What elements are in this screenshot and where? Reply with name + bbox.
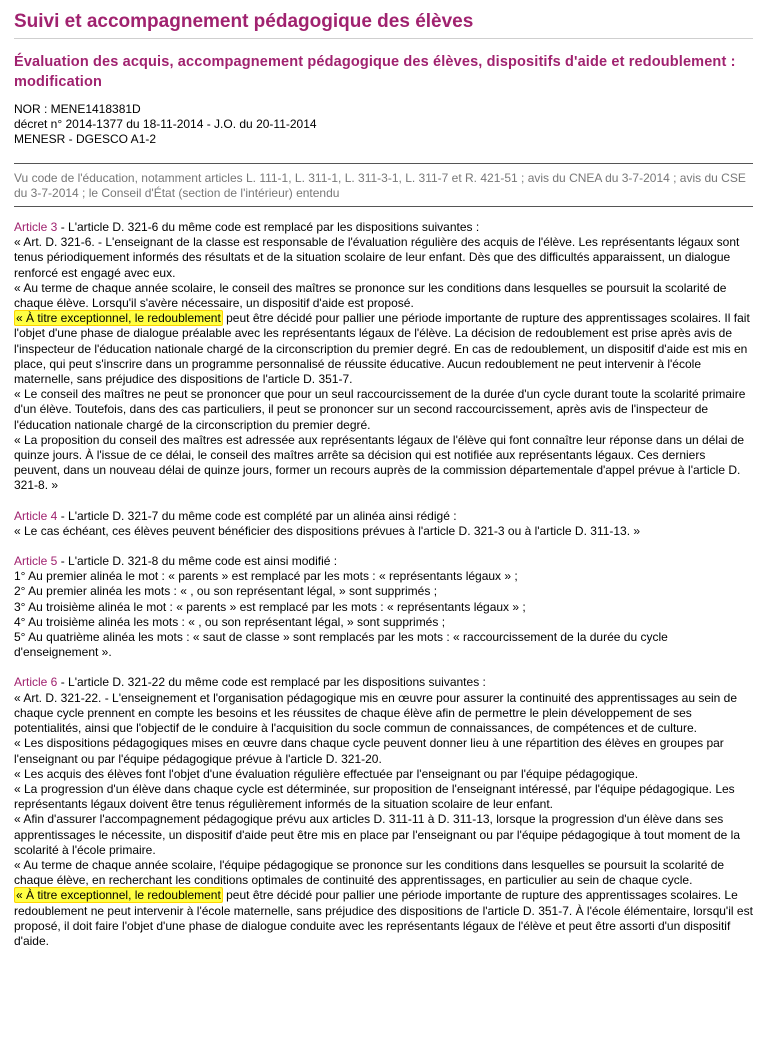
- nor-reference: NOR : MENE1418381D: [14, 102, 141, 116]
- paragraph: « La proposition du conseil des maîtres est adressée aux représentants légaux de l'élève qui font connaître leur réponse dans un délai de quinze jours. À l'issue de ce délai, le conseil des maîtres arrête sa décision qui est notifiée aux représentants légaux. Ces derniers peuvent, dans un nouveau délai de quinze jours, former un recours auprès de la commission départementale d'appel prévue à l'article D. 321-8. »: [14, 432, 745, 493]
- paragraph: « Les dispositions pédagogiques mises en œuvre dans chaque cycle peuvent donner lieu à une répartition des élèves en groupes par l'enseignant ou par l'équipe pédagogique prévue à l'article D. 321-20.: [14, 736, 724, 766]
- article-4: [14, 509, 753, 539]
- paragraph: « Afin d'assurer l'accompagnement pédagogique prévu aux articles D. 311-11 à D. 311-13, lorsque la progression d'un élève dans ses apprentissages le nécessite, un dispositif d'aide peut être mis en place par l'enseignant ou par l'équipe pédagogique à tout moment de la scolarité à l'école primaire.: [14, 812, 741, 857]
- list-item: 1° Au premier alinéa le mot : « parents » est remplacé par les mots : « représentants légaux » ;: [14, 569, 518, 584]
- document-subtitle: Évaluation des acquis, accompagnement pédagogique des élèves, dispositifs d'aide et redoublement : modification: [14, 54, 736, 90]
- article-intro: - L'article D. 321-6 du même code est remplacé par les dispositions suivantes :: [57, 220, 480, 234]
- article-5: [14, 554, 753, 660]
- paragraph: « Art. D. 321-22. - L'enseignement et l'organisation pédagogique mis en œuvre pour assurer la continuité des apprentissages au sein de chaque cycle prennent en compte les besoins et les réussites de chaque élève afin de permettre le plein développement de ses potentialités, ainsi que l'objectif de le conduire à l'acquisition du socle commun de connaissances, de compétences et de culture.: [14, 690, 738, 736]
- issuer-reference: MENESR - DGESCO A1-2: [14, 132, 157, 146]
- paragraph: « Le cas échéant, ces élèves peuvent bénéficier des dispositions prévues à l'article D. 321-3 ou à l'article D. 311-13. »: [14, 523, 641, 538]
- paragraph: [14, 311, 753, 387]
- article-6: [14, 675, 753, 949]
- paragraph-text: peut être décidé pour pallier une période importante de rupture des apprentissages scolaires. Il fait l'objet d'une phase de dialogue préalable avec les représentants légaux de l'élève. La décision de redoublement est prise après avis de l'inspecteur de l'éducation nationale chargé de la circonscription du premier degré. En cas de redoublement, un dispositif d'aide est mis en place, qui peut s'inscrire dans un programme personnalisé de réussite éducative. Aucun redoublement ne peut intervenir à l'école maternelle, sans préjudice des dispositions de l'article D. 351-7.: [14, 311, 750, 387]
- list-item: 3° Au troisième alinéa le mot : « parents » est remplacé par les mots : « représentants légaux » ;: [14, 599, 526, 614]
- article-heading: [14, 509, 753, 524]
- article-intro: - L'article D. 321-22 du même code est remplacé par les dispositions suivantes :: [57, 675, 486, 690]
- list-item: 4° Au troisième alinéa les mots : « , ou son représentant légal, » sont supprimés ;: [14, 614, 446, 629]
- article-heading: [14, 220, 753, 235]
- visa-block: Vu code de l'éducation, notamment articles L. 111-1, L. 311-1, L. 311-3-1, L. 311-7 et R. 421-51 ; avis du CNEA du 3-7-2014 ; avis du CSE du 3-7-2014 ; le Conseil d'État (section de l'intérieur) entendu: [14, 163, 753, 207]
- page-title: Suivi et accompagnement pédagogique des élèves: [14, 10, 753, 39]
- article-heading: [14, 675, 753, 690]
- highlighted-text: « À titre exceptionnel, le redoublement: [16, 311, 221, 326]
- article-3: [14, 220, 753, 494]
- article-5-link[interactable]: Article 5: [14, 554, 58, 569]
- article-4-link[interactable]: Article 4: [14, 508, 58, 523]
- document-meta: [14, 102, 753, 147]
- article-heading: [14, 554, 753, 569]
- decree-reference: décret n° 2014-1377 du 18-11-2014 - J.O. du 20-11-2014: [14, 117, 317, 131]
- list-item: 5° Au quatrième alinéa les mots : « saut de classe » sont remplacés par les mots : « raccourcissement de la durée du cycle d'enseignement ».: [14, 630, 668, 660]
- paragraph: « Art. D. 321-6. - L'enseignant de la classe est responsable de l'évaluation régulière des acquis de l'élève. Les représentants légaux sont tenus périodiquement informés des résultats et de la situation scolaire de leur enfant. Dès que des difficultés apparaissent, un dialogue renforcé est engagé avec eux.: [14, 235, 740, 280]
- paragraph: « La progression d'un élève dans chaque cycle est déterminée, sur proposition de l'enseignant intéressé, par l'équipe pédagogique. Les représentants légaux doivent être tenus régulièrement informés de la situation scolaire de leur enfant.: [14, 781, 735, 812]
- paragraph: « Le conseil des maîtres ne peut se prononcer que pour un seul raccourcissement de la durée d'un cycle durant toute la scolarité primaire d'un élève. Toutefois, dans des cas particuliers, il peut se prononcer sur un second raccourcissement, après avis de l'inspecteur de l'éducation nationale chargé de la circonscription du premier degré.: [14, 387, 746, 432]
- highlighted-text: « À titre exceptionnel, le redoublement: [16, 888, 221, 903]
- list-item: 2° Au premier alinéa les mots : « , ou son représentant légal, » sont supprimés ;: [14, 584, 438, 599]
- paragraph: « Les acquis des élèves font l'objet d'une évaluation régulière effectuée par l'enseignant ou par l'équipe pédagogique.: [14, 766, 639, 781]
- paragraph-text: peut être décidé pour pallier une période importante de rupture des apprentissages scolaires. Le redoublement ne peut intervenir à l'école maternelle, sans préjudice des dispositions de l'article D. 351-7. À l'école élémentaire, lorsqu'il est proposé, il doit faire l'objet d'une phase de dialogue conduite avec les représentants légaux de l'élève et peut être assorti d'un dispositif d'aide.: [14, 888, 753, 948]
- article-6-link[interactable]: Article 6: [14, 675, 58, 690]
- article-intro: - L'article D. 321-7 du même code est complété par un alinéa ainsi rédigé :: [57, 508, 457, 523]
- article-intro: - L'article D. 321-8 du même code est ainsi modifié :: [57, 554, 338, 569]
- paragraph: [14, 888, 753, 949]
- paragraph: « Au terme de chaque année scolaire, l'équipe pédagogique se prononce sur les conditions dans lesquelles se poursuit la scolarité de chaque élève, en recherchant les conditions optimales de continuité des apprentissages, en particulier au sein de chaque cycle.: [14, 857, 725, 888]
- document-content: [14, 220, 753, 949]
- article-3-link[interactable]: Article 3: [14, 220, 58, 234]
- paragraph: « Au terme de chaque année scolaire, le conseil des maîtres se prononce sur les conditions dans lesquelles se poursuit la scolarité de chaque élève. Lorsqu'il s'avère nécessaire, un dispositif d'aide est proposé.: [14, 280, 727, 311]
